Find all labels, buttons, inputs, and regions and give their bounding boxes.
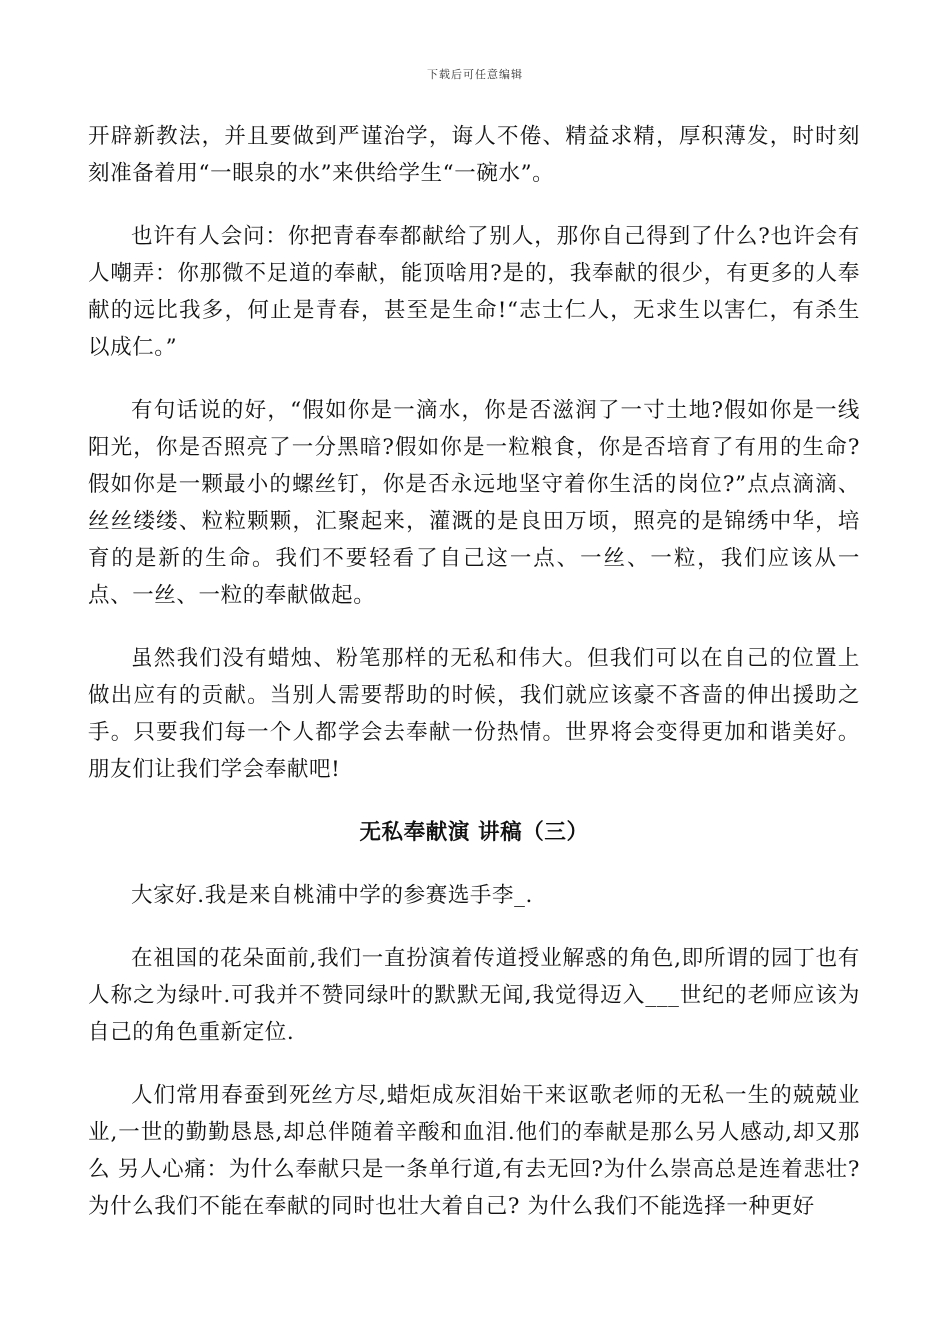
paragraph-gap bbox=[88, 788, 860, 814]
paragraph-gap bbox=[88, 614, 860, 640]
paragraph-gap bbox=[88, 1051, 860, 1077]
paragraph-gap bbox=[88, 914, 860, 940]
paragraph-gap bbox=[88, 851, 860, 877]
page-header: 下载后可任意编辑 bbox=[427, 68, 523, 81]
document-body bbox=[88, 118, 860, 1225]
paragraph: 虽然我们没有蜡烛、粉笔那样的无私和伟大。但我们可以在自己的位置上做出应有的贡献。当别人需要帮助的时候，我们就应该豪不吝啬的伸出援助之手。只要我们每一个人都学会去奉献一份热情。世界将会变得更加和谐美好。朋友们让我们学会奉献吧! bbox=[88, 646, 860, 782]
section-title: 无私奉献演 讲稿（三） bbox=[359, 820, 589, 845]
paragraph: 人们常用春蚕到死丝方尽,蜡炬成灰泪始干来讴歌老师的无私一生的兢兢业业,一世的勤勤恳恳,却总伴随着辛酸和血泪.他们的奉献是那么另人感动,却又那么 另人心痛：为什么奉献只是一条单行道,有去无回?为什么崇高总是连着悲壮?为什么我们不能在奉献的同时也壮大着自己? 为什么我们不能选择一种更好 bbox=[88, 1083, 860, 1219]
paragraph: 在祖国的花朵面前,我们一直扮演着传道授业解惑的角色,即所谓的园丁也有人称之为绿叶.可我并不赞同绿叶的默默无闻,我觉得迈入___世纪的老师应该为自己的角色重新定位. bbox=[88, 946, 860, 1045]
paragraph-gap bbox=[88, 192, 860, 218]
paragraph-gap bbox=[88, 366, 860, 392]
paragraph-continuation: 开辟新教法，并且要做到严谨治学，诲人不倦、精益求精，厚积薄发，时时刻刻准备着用“一眼泉的水”来供给学生“一碗水”。 bbox=[88, 124, 860, 186]
paragraph: 大家好.我是来自桃浦中学的参赛选手李_. bbox=[131, 883, 533, 908]
paragraph: 有句话说的好，“假如你是一滴水，你是否滋润了一寸土地?假如你是一线阳光，你是否照亮了一分黑暗?假如你是一粒粮食，你是否培育了有用的生命?假如你是一颗最小的螺丝钉，你是否永远地坚守着你生活的岗位?”点点滴滴、丝丝缕缕、粒粒颗颗，汇聚起来，灌溉的是良田万顷，照亮的是锦绣中华，培育的是新的生命。我们不要轻看了自己这一点、一丝、一粒，我们应该从一点、一丝、一粒的奉献做起。 bbox=[88, 398, 860, 608]
paragraph: 也许有人会问：你把青春奉都献给了别人，那你自己得到了什么?也许会有人嘲弄：你那微不足道的奉献，能顶啥用?是的，我奉献的很少，有更多的人奉献的远比我多，何止是青春，甚至是生命!“志士仁人，无求生以害仁，有杀生以成仁。” bbox=[88, 224, 860, 360]
